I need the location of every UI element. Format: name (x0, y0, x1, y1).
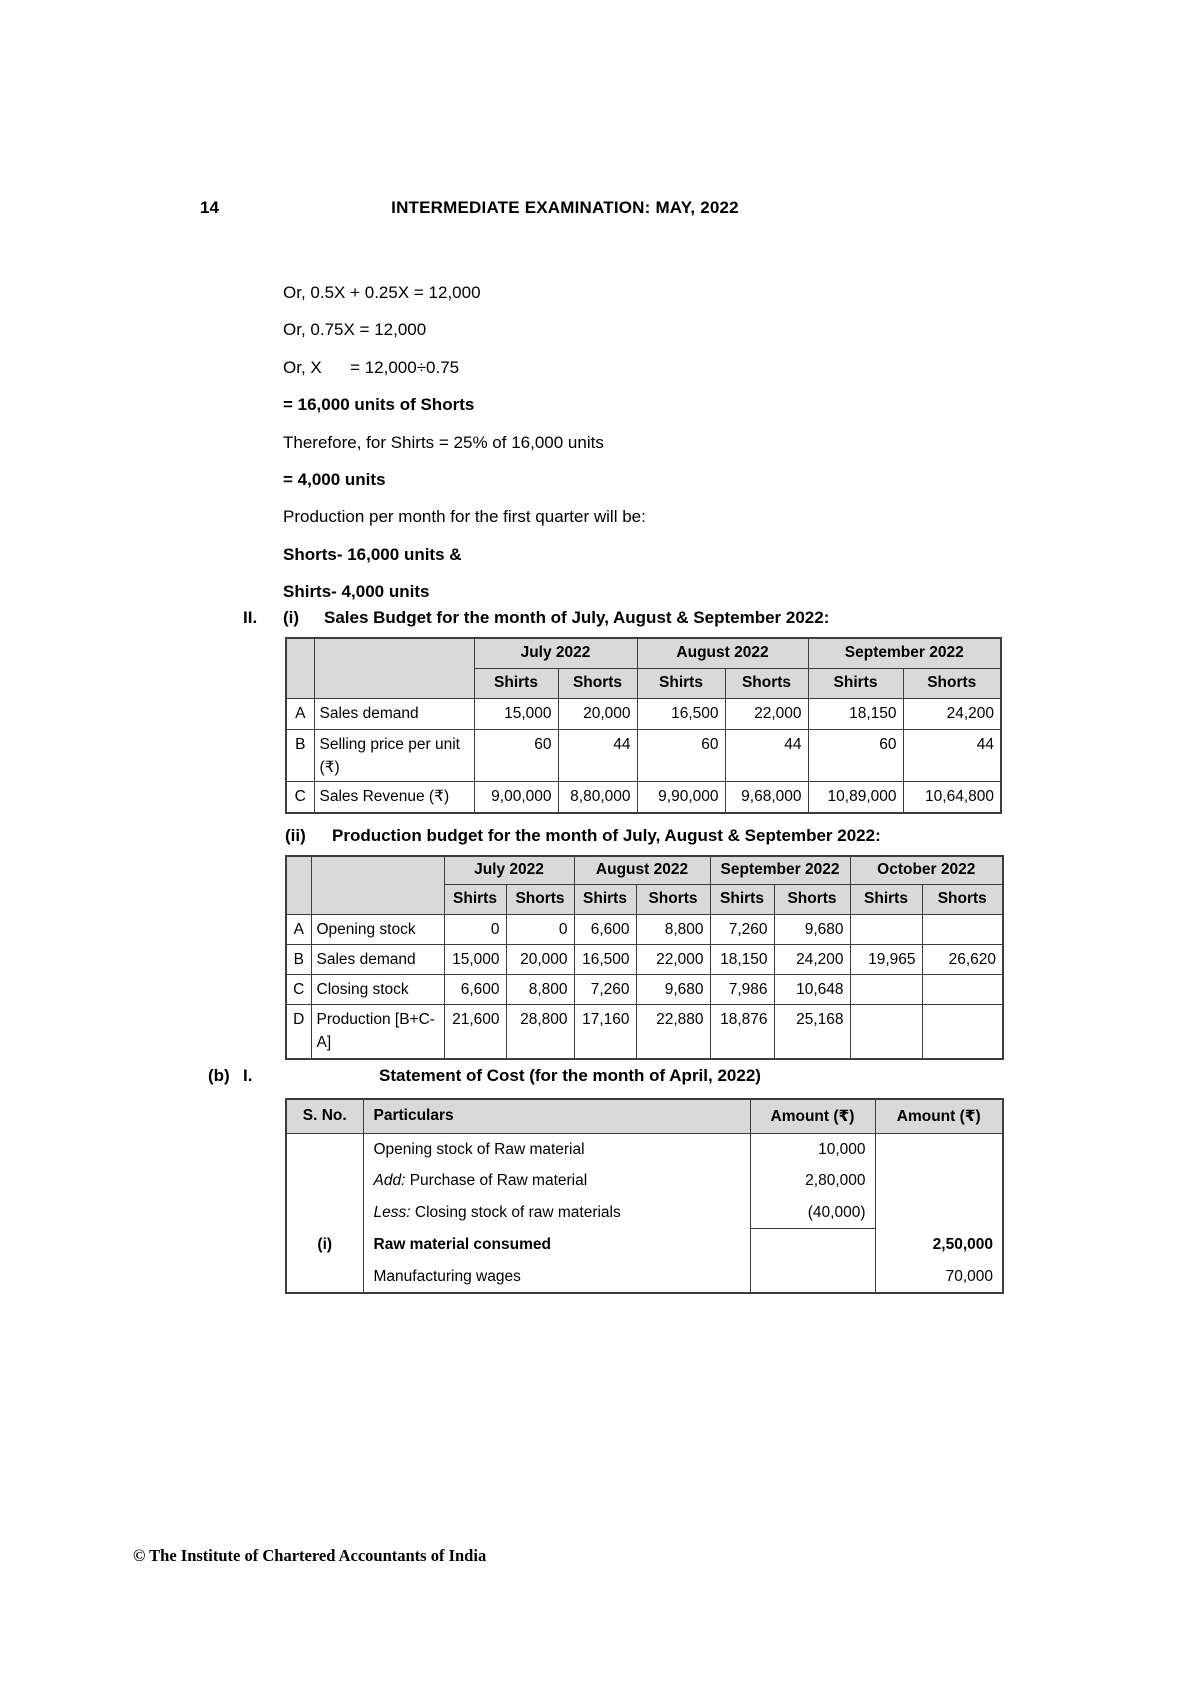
corner-cell (286, 638, 314, 698)
sno-line (287, 1165, 363, 1197)
particulars-line: Add: Purchase of Raw material (373, 1172, 588, 1190)
value-cell (850, 974, 922, 1004)
sno-line (287, 1197, 363, 1229)
statement-of-cost-table (285, 1098, 1004, 1294)
product-header-cell: Shirts (574, 884, 636, 914)
amount1-column-cell (750, 1133, 875, 1293)
corner-cell (314, 638, 474, 698)
table-row (286, 698, 1001, 729)
row-key-cell: A (286, 698, 314, 729)
row-key-cell: C (286, 974, 311, 1004)
production-budget-table (285, 855, 1004, 1060)
page-number: 14 (200, 198, 219, 217)
section-label: (b) (208, 1066, 230, 1085)
value-cell (922, 1004, 1003, 1059)
value-cell: 22,000 (725, 698, 808, 729)
value-cell: 22,000 (636, 944, 710, 974)
running-header (200, 198, 930, 222)
solution-line: Therefore, for Shirts = 25% of 16,000 units (283, 432, 604, 452)
value-cell: 44 (558, 729, 637, 781)
product-header-cell: Shorts (506, 884, 574, 914)
product-header-cell: Shirts (710, 884, 774, 914)
value-cell: 24,200 (774, 944, 850, 974)
value-cell: 7,260 (574, 974, 636, 1004)
table-body-row (286, 1133, 1003, 1293)
copyright-footer: © The Institute of Chartered Accountants of India (133, 1546, 487, 1565)
value-cell: 19,965 (850, 944, 922, 974)
amount-line: (40,000) (751, 1197, 875, 1229)
amount2-column-cell (875, 1133, 1003, 1293)
value-cell: 9,90,000 (637, 781, 725, 813)
value-cell: 16,500 (637, 698, 725, 729)
product-header-cell: Shirts (474, 668, 558, 698)
solution-text-block (283, 274, 983, 611)
value-cell: 7,260 (710, 914, 774, 944)
table-row (286, 914, 1003, 944)
month-header-cell: August 2022 (574, 856, 710, 884)
value-cell: 22,880 (636, 1004, 710, 1059)
corner-cell (286, 856, 311, 914)
value-cell: 8,800 (506, 974, 574, 1004)
solution-line: Shirts- 4,000 units (283, 582, 430, 602)
solution-line: Or, 0.75X = 12,000 (283, 320, 427, 340)
product-header-cell: Shorts (922, 884, 1003, 914)
column-header-cell: Amount (₹) (875, 1099, 1003, 1133)
statement-of-cost-heading-row (208, 1066, 1008, 1090)
value-cell: 20,000 (558, 698, 637, 729)
value-cell: 15,000 (474, 698, 558, 729)
value-cell: 44 (725, 729, 808, 781)
sno-column-cell (286, 1133, 363, 1293)
value-cell: 9,680 (636, 974, 710, 1004)
value-cell: 0 (444, 914, 506, 944)
value-cell: 20,000 (506, 944, 574, 974)
italic-prefix: Less: (373, 1204, 411, 1222)
product-header-cell: Shirts (850, 884, 922, 914)
amount-line (876, 1197, 1003, 1229)
amount-line (876, 1165, 1003, 1197)
item-index: (ii) (285, 826, 306, 845)
sno-line (287, 1134, 363, 1166)
value-cell: 15,000 (444, 944, 506, 974)
month-header-cell: September 2022 (808, 638, 1001, 668)
value-cell: 26,620 (922, 944, 1003, 974)
product-header-cell: Shirts (808, 668, 903, 698)
value-cell: 9,00,000 (474, 781, 558, 813)
value-cell: 28,800 (506, 1004, 574, 1059)
corner-cell (311, 856, 444, 914)
sales-budget-table (285, 637, 1002, 814)
sno-line (287, 1261, 363, 1293)
product-header-cell: Shorts (636, 884, 710, 914)
month-header-cell: July 2022 (474, 638, 637, 668)
column-header-cell: Amount (₹) (750, 1099, 875, 1133)
item-index: (i) (283, 608, 300, 627)
value-cell (922, 914, 1003, 944)
table-row (286, 781, 1001, 813)
amount-line (876, 1134, 1003, 1166)
particulars-line: Raw material consumed (373, 1235, 551, 1253)
particulars-column-cell (363, 1133, 750, 1293)
row-label-cell: Sales demand (314, 698, 474, 729)
table-row (286, 729, 1001, 781)
month-header-cell: September 2022 (710, 856, 850, 884)
particulars-line: Manufacturing wages (373, 1267, 521, 1285)
solution-line: Production per month for the first quarter will be: (283, 507, 646, 527)
sales-budget-heading: Sales Budget for the month of July, August & September 2022: (324, 608, 830, 627)
solution-line: Or, X = 12,000÷0.75 (283, 357, 460, 377)
product-header-cell: Shorts (903, 668, 1001, 698)
italic-prefix: Add: (373, 1172, 406, 1190)
value-cell: 8,80,000 (558, 781, 637, 813)
solution-line: Shorts- 16,000 units & (283, 544, 462, 564)
value-cell (850, 1004, 922, 1059)
month-header-cell: October 2022 (850, 856, 1003, 884)
table-row (286, 974, 1003, 1004)
column-header-cell: Particulars (363, 1099, 750, 1133)
value-cell: 18,150 (710, 944, 774, 974)
value-cell: 7,986 (710, 974, 774, 1004)
value-cell: 17,160 (574, 1004, 636, 1059)
amount-line (751, 1261, 875, 1293)
product-header-cell: Shorts (558, 668, 637, 698)
row-label-cell: Sales Revenue (₹) (314, 781, 474, 813)
value-cell: 21,600 (444, 1004, 506, 1059)
column-header-cell: S. No. (286, 1099, 363, 1133)
table-row (286, 944, 1003, 974)
product-header-cell: Shorts (725, 668, 808, 698)
sales-budget-heading-row (243, 608, 1003, 632)
particulars-line: Opening stock of Raw material (373, 1140, 585, 1158)
value-cell: 60 (808, 729, 903, 781)
row-label-cell: Selling price per unit (₹) (314, 729, 474, 781)
value-cell: 0 (506, 914, 574, 944)
row-label-cell: Sales demand (311, 944, 444, 974)
solution-line: Or, 0.5X + 0.25X = 12,000 (283, 283, 481, 302)
value-cell: 18,876 (710, 1004, 774, 1059)
row-key-cell: B (286, 729, 314, 781)
row-key-cell: C (286, 781, 314, 813)
value-cell: 9,680 (774, 914, 850, 944)
page-header-title: INTERMEDIATE EXAMINATION: MAY, 2022 (391, 198, 739, 217)
statement-of-cost-heading: Statement of Cost (for the month of April, 2022) (379, 1066, 761, 1085)
value-cell: 6,600 (444, 974, 506, 1004)
month-header-cell: July 2022 (444, 856, 574, 884)
product-header-cell: Shirts (637, 668, 725, 698)
row-label-cell: Closing stock (311, 974, 444, 1004)
section-numeral: I. (243, 1066, 253, 1085)
amount-line: 10,000 (818, 1140, 866, 1158)
production-budget-heading: Production budget for the month of July, August & September 2022: (332, 826, 881, 845)
value-cell: 60 (474, 729, 558, 781)
value-cell: 9,68,000 (725, 781, 808, 813)
value-cell: 44 (903, 729, 1001, 781)
table-row (286, 1004, 1003, 1059)
particulars-line: Less: Closing stock of raw materials (373, 1204, 621, 1222)
value-cell: 16,500 (574, 944, 636, 974)
amount-line: 70,000 (945, 1267, 993, 1285)
row-key-cell: A (286, 914, 311, 944)
value-cell: 24,200 (903, 698, 1001, 729)
value-cell: 10,64,800 (903, 781, 1001, 813)
production-budget-heading-row (285, 826, 1045, 850)
value-cell: 18,150 (808, 698, 903, 729)
amount-line (751, 1229, 875, 1261)
sno-line: (i) (317, 1235, 333, 1253)
value-cell: 6,600 (574, 914, 636, 944)
solution-line: = 16,000 units of Shorts (283, 395, 475, 415)
row-key-cell: B (286, 944, 311, 974)
month-header-cell: August 2022 (637, 638, 808, 668)
value-cell: 25,168 (774, 1004, 850, 1059)
row-label-cell: Opening stock (311, 914, 444, 944)
row-key-cell: D (286, 1004, 311, 1059)
value-cell: 60 (637, 729, 725, 781)
section-numeral: II. (243, 608, 258, 627)
amount-line: 2,80,000 (805, 1172, 866, 1190)
amount-line: 2,50,000 (932, 1235, 993, 1253)
product-header-cell: Shorts (774, 884, 850, 914)
solution-line: = 4,000 units (283, 469, 386, 489)
value-cell: 10,89,000 (808, 781, 903, 813)
value-cell (922, 974, 1003, 1004)
value-cell: 8,800 (636, 914, 710, 944)
value-cell: 10,648 (774, 974, 850, 1004)
row-label-cell: Production [B+C-A] (311, 1004, 444, 1059)
value-cell (850, 914, 922, 944)
product-header-cell: Shirts (444, 884, 506, 914)
